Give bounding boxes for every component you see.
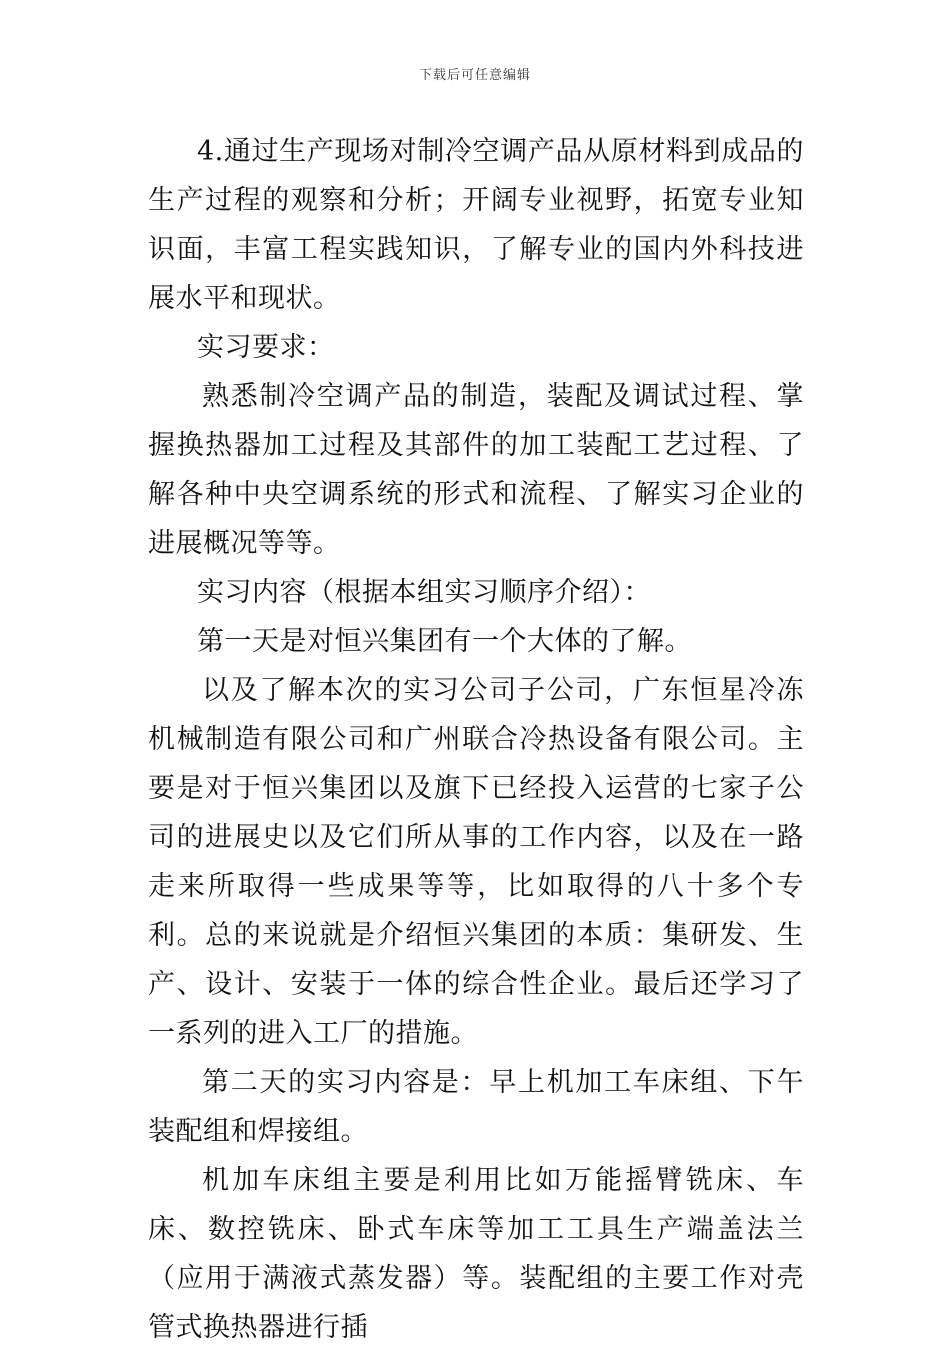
document-body [148,127,804,1352]
paragraph-machining-group: 机加车床组主要是利用比如万能摇臂铣床、车床、数控铣床、卧式车床等加工工具生产端盖法兰（应用于满液式蒸发器）等。装配组的主要工作对壳管式换热器进行插 [148,1165,804,1343]
paragraph-company-intro: 以及了解本次的实习公司子公司，广东恒星冷冻机械制造有限公司和广州联合冷热设备有限公司。主要是对于恒兴集团以及旗下已经投入运营的七家子公司的进展史以及它们所从事的工作内容，以及在一路走来所取得一些成果等等，比如取得的八十多个专利。总的来说就是介绍恒兴集团的本质：集研发、生产、设计、安装于一体的综合性企业。最后还学习了一系列的进入工厂的措施。 [148,675,804,1049]
paragraph-requirements-heading: 实习要求： [197,332,335,363]
paragraph-objective-4: 4.通过生产现场对制冷空调产品从原材料到成品的生产过程的观察和分析；开阔专业视野，拓宽专业知识面，丰富工程实践知识，了解专业的国内外科技进展水平和现状。 [148,136,804,314]
paragraph-day-one: 第一天是对恒兴集团有一个大体的了解。 [197,626,692,657]
paragraph-content-heading: 实习内容（根据本组实习顺序介绍）： [197,577,651,608]
paragraph-requirements: 熟悉制冷空调产品的制造，装配及调试过程、掌握换热器加工过程及其部件的加工装配工艺过程、了解各种中央空调系统的形式和流程、了解实习企业的进展概况等等。 [148,381,804,559]
paragraph-day-two: 第二天的实习内容是：早上机加工车床组、下午装配组和焊接组。 [148,1067,804,1147]
page-header-note: 下载后可任意编辑 [418,68,531,83]
